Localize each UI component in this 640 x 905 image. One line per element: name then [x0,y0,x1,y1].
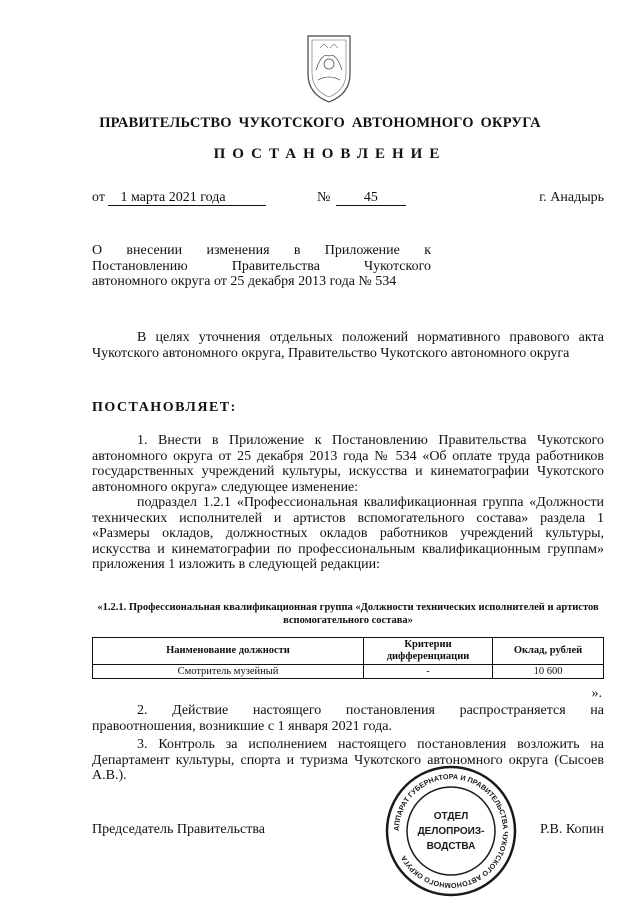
document-type: ПОСТАНОВЛЕНИЕ [213,146,447,162]
office-stamp [384,764,518,898]
salary-table [92,637,604,679]
table-header-row [93,638,604,665]
item-2: 2. Действие настоящего постановления распространяется на правоотношения, возникшие с 1 января 2021 года. [92,703,604,734]
table-cell: Смотритель музейный [93,665,364,679]
stamp-line: ОТДЕЛ [433,811,469,822]
table-header-cell: Наименование должности [93,638,364,665]
signatory-name: Р.В. Копин [540,822,604,837]
date-value: 1 марта 2021 года [108,191,266,206]
table-row [93,665,604,679]
subject-line: О внесении изменения в Приложение к [92,243,431,258]
subject-line: Постановлению Правительства Чукотского [92,258,431,274]
item-1-sub: подраздел 1.2.1 «Профессиональная квалификационная группа «Должности технических исполнителей и артистов вспомогательного состава» раздела 1 «Размеры окладов, должностных окладов работников учреждений культуры, искусства и кинематографии по профессиональным квалификационным группам» приложения 1 изложить в следующей редакции: [92,495,604,572]
item-1-text: 1. Внести в Приложение к Постановлению Правительства Чукотского автономного округа от 25 декабря 2013 года № 534 «Об оплате труда работников государственных учреждений культуры, искусства и кинематографии Чукотского автономного округа» следующее изменение: [92,433,604,495]
item-1 [92,433,604,573]
stamp-ring-text: АППАРАТ ГУБЕРНАТОРА И ПРАВИТЕЛЬСТВА ЧУКОТСКОГО АВТОНОМНОГО ОКРУГА [391,771,511,891]
table-closing: ». [591,686,602,701]
item-3: 3. Контроль за исполнением настоящего постановления возложить на Департамент культуры, спорта и туризма Чукотского автономного округа (Сысоев А.В.). [92,737,604,783]
signatory-title: Председатель Правительства [92,822,265,837]
date-prefix: от [92,190,105,205]
subject-block [92,243,431,290]
table-cell: - [364,665,493,679]
stamp-line: ДЕЛОПРОИЗ- [417,826,485,837]
number-field [317,190,406,206]
city: г. Анадырь [539,190,604,205]
table-caption: «1.2.1. Профессиональная квалификационная группа «Должности технических исполнителей и артистов вспомогательного состава» [97,602,599,626]
number-value: 45 [336,191,406,206]
table-header-cell: Оклад, рублей [493,638,604,665]
government-title: ПРАВИТЕЛЬСТВО ЧУКОТСКОГО АВТОНОМНОГО ОКРУГА [99,115,541,131]
number-prefix: № [317,190,331,205]
subject-line: автономного округа от 25 декабря 2013 года № 534 [92,274,397,289]
decree-word: ПОСТАНОВЛЯЕТ: [92,400,237,415]
emblem-icon [304,30,354,104]
preamble: В целях уточнения отдельных положений нормативного правового акта Чукотского автономного округа, Правительство Чукотского автономного округа [92,330,604,361]
stamp-line: ВОДСТВА [426,841,476,852]
date-field [92,190,266,206]
table-cell: 10 600 [493,665,604,679]
table-header-cell: Критерии дифференциации [364,638,493,665]
